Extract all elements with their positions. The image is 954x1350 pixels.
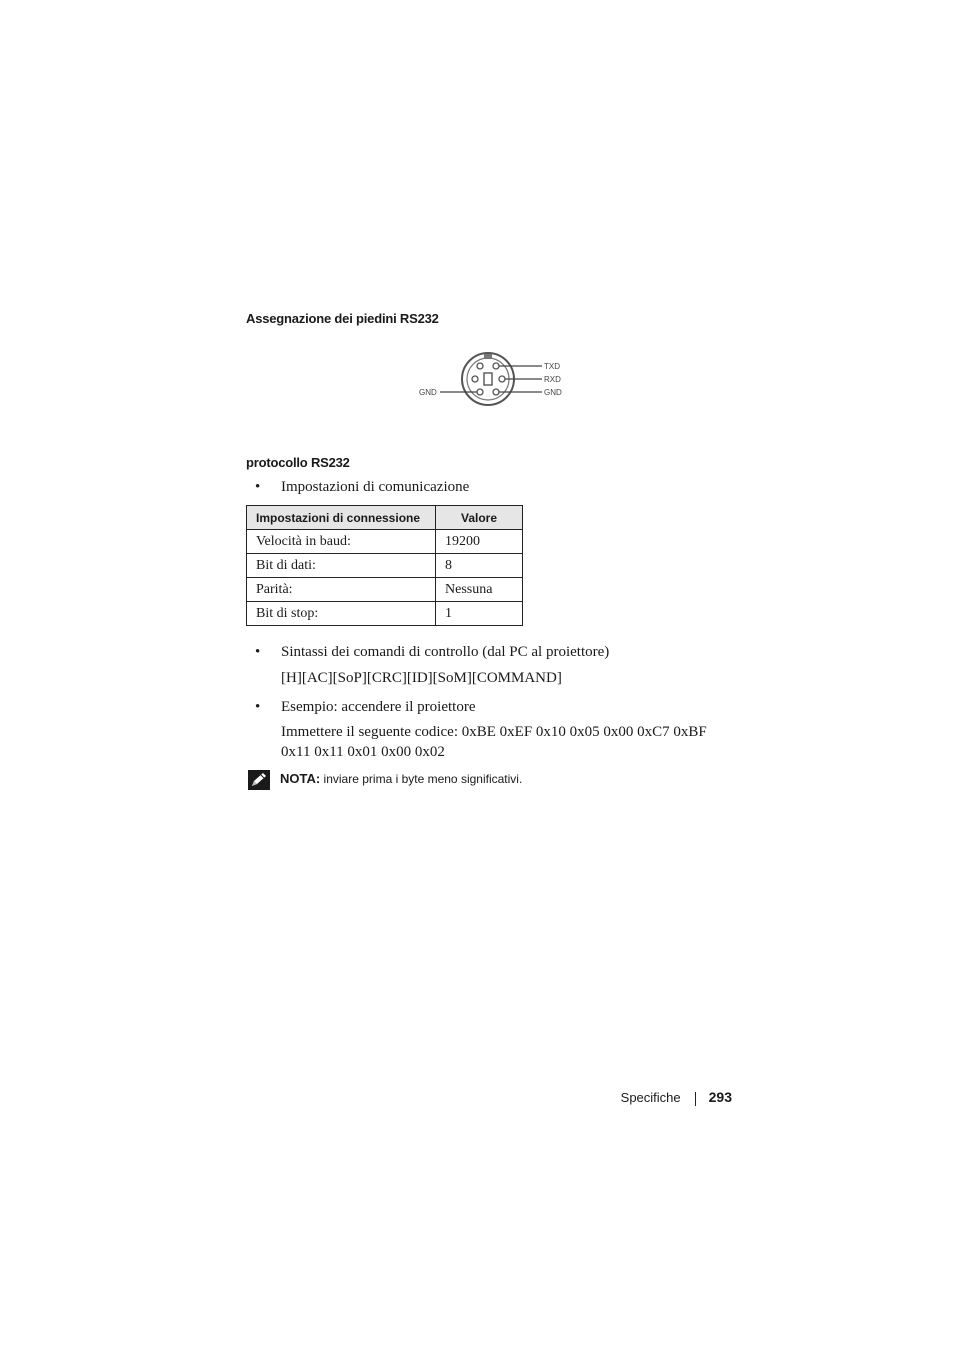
note-text: inviare prima i byte meno significativi. — [323, 772, 523, 787]
pin-label-gnd-left: GND — [419, 388, 437, 397]
bullet-text: Impostazioni di comunicazione — [281, 479, 470, 495]
table-cell-setting: Bit di dati: — [247, 554, 436, 578]
pencil-note-icon — [248, 770, 270, 790]
bullet-text: Sintassi dei comandi di controllo (dal PC al proiettore) — [281, 644, 610, 660]
note-label: NOTA: — [280, 771, 321, 787]
table-cell-setting: Parità: — [247, 578, 436, 602]
pin-label-gnd-right: GND — [544, 388, 562, 397]
footer-divider — [695, 1092, 696, 1106]
table-header-value: Valore — [436, 506, 523, 530]
table-header-setting: Impostazioni di connessione — [247, 506, 436, 530]
table-cell-value: 19200 — [436, 530, 523, 554]
pin-label-rxd: RXD — [544, 375, 561, 384]
bullet-control-syntax — [255, 644, 609, 661]
bullet-icon: • — [255, 699, 261, 715]
control-syntax-format: [H][AC][SoP][CRC][ID][SoM][COMMAND] — [281, 670, 562, 686]
bullet-icon: • — [255, 644, 261, 660]
pin-label-txd: TXD — [544, 362, 560, 371]
bullet-icon: • — [255, 479, 261, 495]
table-cell-value: 8 — [436, 554, 523, 578]
bullet-text: Esempio: accendere il proiettore — [281, 699, 476, 715]
table-header-row — [247, 506, 523, 530]
rs232-pin-diagram — [414, 344, 574, 414]
table-row — [247, 554, 523, 578]
bullet-communication-settings — [255, 479, 469, 496]
table-row — [247, 578, 523, 602]
table-cell-value: 1 — [436, 602, 523, 626]
footer-section: Specifiche — [620, 1090, 681, 1105]
example-code-line-2: 0x11 0x11 0x01 0x00 0x02 — [281, 744, 445, 760]
connection-settings-table — [246, 505, 523, 626]
bullet-example — [255, 699, 476, 716]
page-footer — [621, 1089, 732, 1106]
table-cell-setting: Velocità in baud: — [247, 530, 436, 554]
table-row — [247, 530, 523, 554]
page-number: 293 — [708, 1089, 732, 1105]
protocol-title: protocollo RS232 — [246, 455, 350, 470]
table-cell-setting: Bit di stop: — [247, 602, 436, 626]
section-title: Assegnazione dei piedini RS232 — [246, 311, 439, 326]
table-row — [247, 602, 523, 626]
table-cell-value: Nessuna — [436, 578, 523, 602]
example-code-line-1: Immettere il seguente codice: 0xBE 0xEF 0x10 0x05 0x00 0xC7 0xBF — [281, 724, 707, 740]
note — [248, 770, 522, 790]
